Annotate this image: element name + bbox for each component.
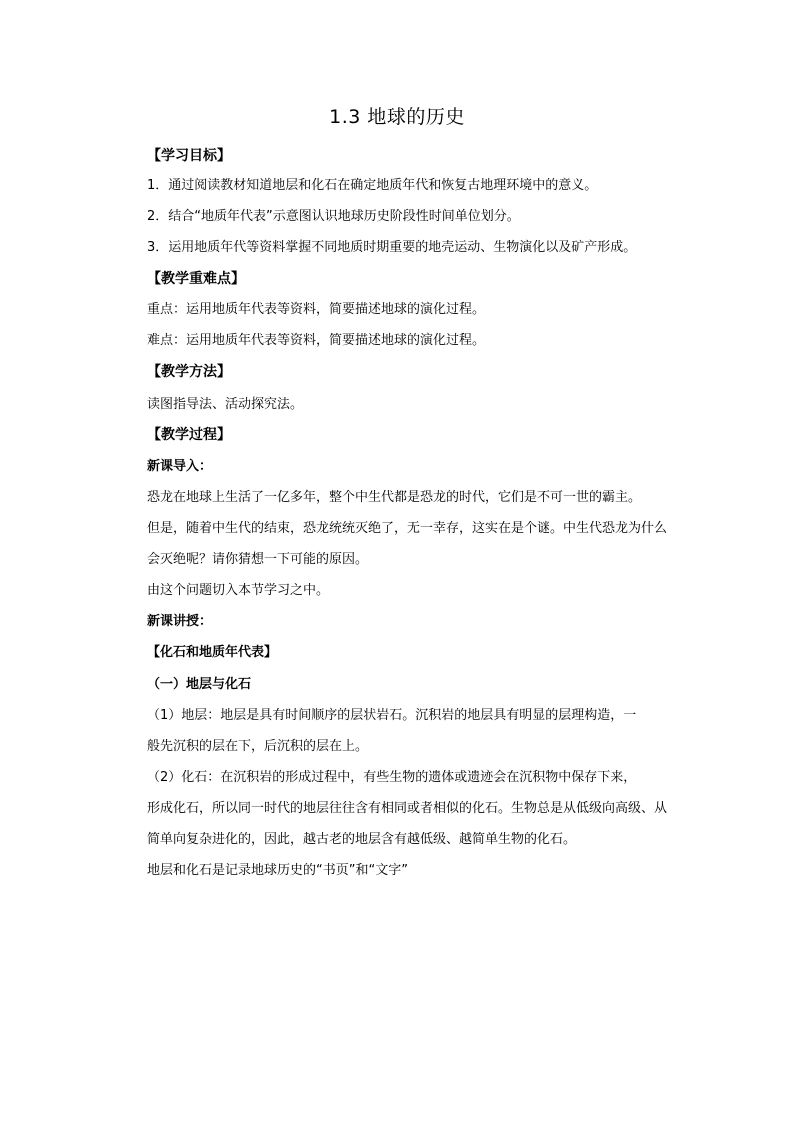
topic-heading: 【化石和地质年代表】 xyxy=(147,645,278,660)
intro-transition: 由这个问题切入本节学习之中。 xyxy=(147,583,330,598)
strata-line-1: （1）地层：地层是具有时间顺序的层状岩石。沉积岩的地层具有明显的层理构造，一 xyxy=(147,708,637,723)
subtopic-heading: （一）地层与化石 xyxy=(147,677,252,692)
intro-heading: 新课导入： xyxy=(147,459,213,474)
fossil-line-3: 简单向复杂进化的，因此，越古老的地层含有越低级、越简单生物的化石。 xyxy=(147,832,577,847)
process-heading: 【教学过程】 xyxy=(147,427,231,443)
strata-line-2: 般先沉积的层在下，后沉积的层在上。 xyxy=(147,739,369,754)
objective-item-2: 2．结合“地质年代表”示意图认识地球历史阶段性时间单位划分。 xyxy=(147,209,520,224)
methods-text: 读图指导法、活动探究法。 xyxy=(147,397,304,412)
key-points-heading: 【教学重难点】 xyxy=(147,271,245,287)
fossil-line-1: （2）化石：在沉积岩的形成过程中，有些生物的遗体或遗迹会在沉积物中保存下来， xyxy=(147,770,637,785)
intro-paragraph-line-3: 会灭绝呢？请你猜想一下可能的原因。 xyxy=(147,552,369,567)
objective-item-3: 3．运用地质年代等资料掌握不同地质时期重要的地壳运动、生物演化以及矿产形成。 xyxy=(147,240,637,255)
intro-paragraph-line-1: 恐龙在地球上生活了一亿多年，整个中生代都是恐龙的时代，它们是不可一世的霸主。 xyxy=(147,490,642,505)
difficult-point-text: 难点：运用地质年代表等资料，简要描述地球的演化过程。 xyxy=(147,333,486,348)
fossil-line-2: 形成化石，所以同一时代的地层往往含有相同或者相似的化石。生物总是从低级向高级、从 xyxy=(147,801,668,816)
objective-item-1: 1．通过阅读教材知道地层和化石在确定地质年代和恢复古地理环境中的意义。 xyxy=(147,178,598,193)
methods-heading: 【教学方法】 xyxy=(147,364,231,380)
page-title: 1.3 地球的历史 xyxy=(329,106,465,128)
summary-text: 地层和化石是记录地球历史的“书页”和“文字” xyxy=(147,863,408,878)
lecture-heading: 新课讲授： xyxy=(147,614,213,629)
objectives-heading: 【学习目标】 xyxy=(147,148,231,164)
intro-paragraph-line-2: 但是，随着中生代的结束，恐龙统统灭绝了，无一幸存，这实在是个谜。中生代恐龙为什么 xyxy=(147,521,668,536)
key-point-text: 重点：运用地质年代表等资料，简要描述地球的演化过程。 xyxy=(147,302,486,317)
